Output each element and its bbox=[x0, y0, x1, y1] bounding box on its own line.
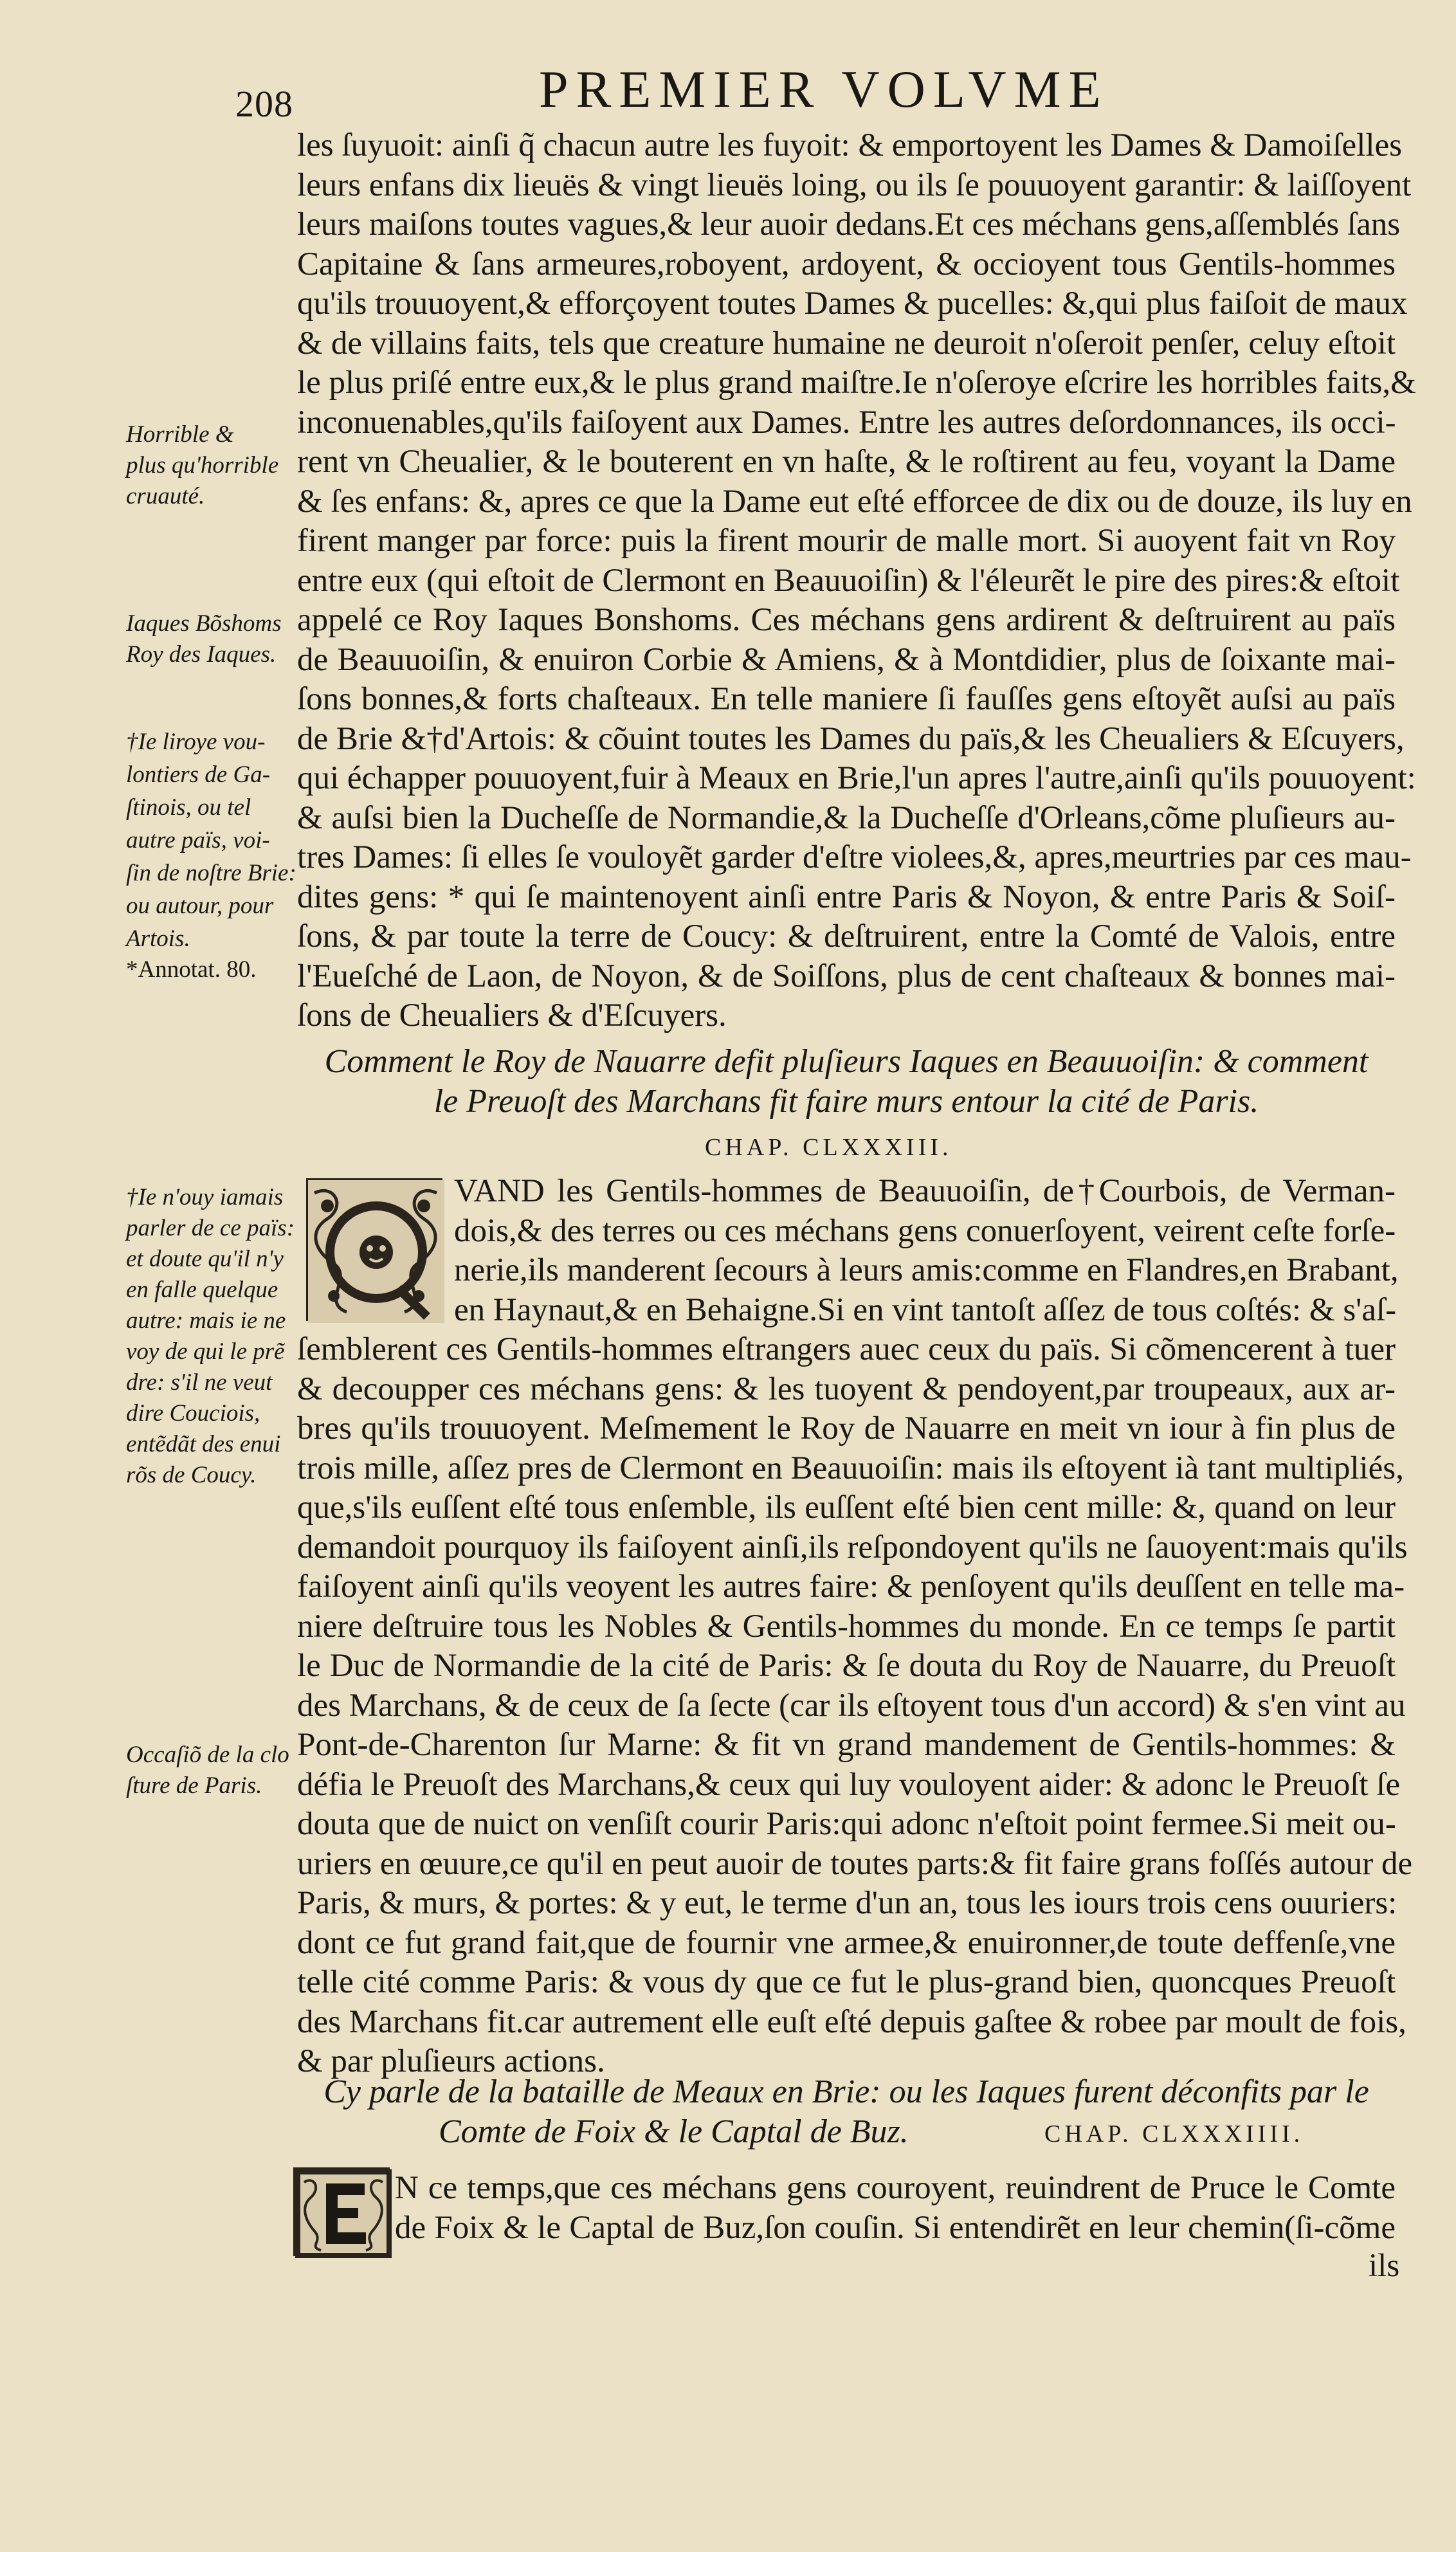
body-text-block-3 bbox=[395, 2169, 1396, 2248]
body-text-block-2-opening-line: nerie,ils manderent ſecours à leurs amis:comme en Flandres,en Brabant, bbox=[454, 1252, 1399, 1288]
margin-note-line: et doute qu'il n'y bbox=[126, 1246, 284, 1272]
margin-note-line: rõs de Coucy. bbox=[126, 1462, 257, 1488]
body-text-block-2-line: trois mille, aſſez pres de Clermont en Beauuoiſin: mais ils eſtoyent ià tant multipliés, bbox=[297, 1450, 1404, 1486]
margin-note-line: Artois. bbox=[126, 925, 190, 952]
body-text-block-2-line: des Marchans, & de ceux de ſa ſecte (car ils eſtoyent tous d'un accord) & s'en vint au bbox=[297, 1687, 1406, 1724]
margin-note-line: cruauté. bbox=[126, 483, 205, 509]
body-text-block-1-line: & ſes enfans: &, apres ce que la Dame eut eſté efforcee de dix ou de douze, ils luy en bbox=[297, 483, 1412, 520]
body-text-block-1-line: le plus priſé entre eux,& le plus grand maiſtre.Ie n'oſeroye eſcrire les horribles faits,& bbox=[297, 365, 1416, 401]
body-text-block-2-line: faiſoyent ainſi qu'ils veoyent les autres faire: & penſoyent qu'ils deuſſent en telle ma- bbox=[297, 1569, 1405, 1605]
running-title: PREMIER VOLVME bbox=[539, 60, 1109, 118]
body-text-block-1-line: les ſuyuoit: ainſi q̃ chacun autre les fuyoit: & emportoyent les Dames & Damoiſelles bbox=[297, 127, 1403, 163]
decorated-initial-e bbox=[293, 2167, 390, 2256]
margin-note-gastinois bbox=[126, 725, 300, 955]
body-text-block-1-line: firent manger par force: puis la firent mourir de malle mort. Si auoyent fait vn Roy bbox=[297, 523, 1396, 559]
body-text-block-2-line: Pont-de-Charenton ſur Marne: & fit vn grand mandement de Gentils-hommes: & bbox=[297, 1727, 1396, 1763]
body-text-block-2-line: le Duc de Normandie de la cité de Paris: & ſe douta du Roy de Nauarre, du Preuoſt bbox=[297, 1648, 1396, 1684]
body-text-block-1-line: ſons de Cheualiers & d'Eſcuyers. bbox=[297, 998, 727, 1034]
page-number: 208 bbox=[235, 83, 293, 125]
chapter-number-1: CHAP. CLXXXIII. bbox=[705, 1134, 952, 1161]
body-text-block-2-line: demandoit pourquoy ils faiſoyent ainſi,ils reſpondoyent qu'ils ne ſauoyent:mais qu'ils bbox=[297, 1529, 1408, 1565]
margin-note-line: plus qu'horrible bbox=[126, 452, 279, 479]
body-text-block-2-line: & decoupper ces méchans gens: & les tuoyent & pendoyent,par troupeaux, aux ar- bbox=[297, 1371, 1396, 1407]
body-text-block-1-line: ſons, & par toute la terre de Coucy: & deſtruirent, entre la Comté de Valois, entre bbox=[297, 918, 1396, 954]
body-text-block-1 bbox=[297, 126, 1416, 1036]
body-text-block-2-line: défia le Preuoſt des Marchans,& ceux qui luy vouloyent aider: & adonc le Preuoſt ſe bbox=[297, 1766, 1401, 1803]
body-text-block-2-line: douta que de nuict on venſiſt courir Paris:qui adonc n'eſtoit point fermee.Si meit ou- bbox=[297, 1806, 1396, 1842]
catchword: ils bbox=[1369, 2248, 1400, 2284]
chapter-heading-2-line-1: Cy parle de la bataille de Meaux en Brie: ou les Iaques furent déconfits par le bbox=[323, 2074, 1369, 2110]
body-text-block-2-opening-line: dois,& des terres ou ces méchans gens conuerſoyent, veirent ceſte forſe- bbox=[454, 1212, 1396, 1249]
margin-note-line: ſin de noſtre Brie: bbox=[126, 860, 296, 886]
margin-note-line: voy de qui le prẽ bbox=[126, 1338, 285, 1365]
body-text-block-2-opening bbox=[454, 1172, 1399, 1330]
body-text-block-1-line: leurs enfans dix lieuës & vingt lieuës loing, ou ils ſe pouuoyent garantir: & laiſſoyent bbox=[297, 167, 1412, 203]
body-text-block-1-line: leurs maiſons toutes vagues,& leur auoir dedans.Et ces méchans gens,aſſemblés ſans bbox=[297, 206, 1401, 242]
body-text-block-1-line: ſons bonnes,& forts chaſteaux. En telle maniere ſi fauſſes gens eſtoyẽt auſsi au païs bbox=[297, 681, 1396, 717]
body-text-block-2-line: des Marchans fit.car autrement elle euſt eſté depuis gaſtee & robee par moult de fois, bbox=[297, 2003, 1406, 2040]
margin-note-line: Horrible & bbox=[126, 421, 234, 448]
margin-note-line: dre: s'il ne veut bbox=[126, 1369, 273, 1396]
body-text-block-3-line: de Foix & le Captal de Buz,ſon couſin. Si entendirẽt en leur chemin(ſi-cõme bbox=[395, 2209, 1396, 2246]
margin-note-closure-paris bbox=[126, 1740, 300, 1801]
margin-note-couciois bbox=[126, 1182, 300, 1491]
body-text-block-2-line: ſemblerent ces Gentils-hommes eſtrangers auec ceux du païs. Si cõmencerent à tuer bbox=[297, 1331, 1396, 1367]
body-text-block-2-line: que,s'ils euſſent eſté tous enſemble, ils euſſent eſté bien cent mille: &, quand on leur bbox=[297, 1490, 1396, 1526]
margin-note-line: autre: mais ie ne bbox=[126, 1308, 286, 1334]
body-text-block-2 bbox=[297, 1330, 1413, 2082]
body-text-block-1-line: l'Eueſché de Laon, de Noyon, & de Soiſſons, plus de cent chaſteaux & bonnes mai- bbox=[297, 958, 1396, 994]
body-text-block-1-line: & de villains faits, tels que creature humaine ne deuroit n'oſeroit penſer, celuy eſtoit bbox=[297, 325, 1396, 361]
body-text-block-1-line: Capitaine & ſans armeures,roboyent, ardoyent, & occioyent tous Gentils-hommes bbox=[297, 246, 1396, 282]
chapter-number-2: CHAP. CLXXXIIII. bbox=[1044, 2120, 1304, 2147]
decorated-initial-q bbox=[306, 1178, 442, 1321]
margin-note-line: autre païs, voi- bbox=[126, 827, 270, 853]
margin-note-line: Roy des Iaques. bbox=[126, 641, 277, 668]
body-text-block-2-line: bres qu'ils trouuoyent. Meſmement le Roy de Nauarre en meit vn iour à fin plus de bbox=[297, 1410, 1396, 1446]
body-text-block-1-line: de Brie &†d'Artois: & cõuint toutes les Dames du païs,& les Cheualiers & Eſcuyers, bbox=[297, 720, 1405, 757]
body-text-block-2-line: Paris, & murs, & portes: & y eut, le terme d'un an, tous les iours trois cens ouuriers: bbox=[297, 1885, 1397, 1921]
chapter-heading-1 bbox=[297, 1042, 1396, 1122]
margin-note-line: ſtinois, ou tel bbox=[126, 794, 251, 821]
margin-note-line: Occaſiõ de la clo bbox=[126, 1742, 289, 1768]
body-text-block-2-opening-line: en Haynaut,& en Behaigne.Si en vint tantoſt aſſez de tous coſtés: & s'aſ- bbox=[454, 1291, 1397, 1328]
body-text-block-1-line: appelé ce Roy Iaques Bonshoms. Ces méchans gens ardirent & deſtruirent au païs bbox=[297, 602, 1396, 638]
body-text-block-1-line: de Beauuoiſin, & enuiron Corbie & Amiens, & à Montdidier, plus de ſoixante mai- bbox=[297, 641, 1396, 678]
body-text-block-2-line: niere deſtruire tous les Nobles & Gentils-hommes du monde. En ce temps ſe partit bbox=[297, 1608, 1396, 1645]
margin-note-line: entẽdãt des enui bbox=[126, 1431, 281, 1457]
body-text-block-1-line: inconuenables,qu'ils faiſoyent aux Dames. Entre les autres deſordonnances, ils occi- bbox=[297, 404, 1396, 441]
chapter-heading-line: le Preuoſt des Marchans fit faire murs entour la cité de Paris. bbox=[433, 1083, 1259, 1120]
body-text-block-3-line: N ce temps,que ces méchans gens couroyent, reuindrent de Pruce le Comte bbox=[395, 2170, 1396, 2206]
margin-note-line: parler de ce païs: bbox=[126, 1215, 295, 1241]
body-text-block-2-opening-line: VAND les Gentils-hommes de Beauuoiſin, de†Courbois, de Verman- bbox=[454, 1173, 1396, 1209]
initial-ornament-icon bbox=[295, 2169, 392, 2258]
body-text-block-2-line: dont ce fut grand fait,que de fournir vne armee,& enuironner,de toute deffenſe,vne bbox=[297, 1924, 1396, 1961]
body-text-block-1-line: & auſsi bien la Ducheſſe de Normandie,& la Ducheſſe d'Orleans,cõme pluſieurs au- bbox=[297, 799, 1396, 836]
body-text-block-2-line: & par pluſieurs actions. bbox=[297, 2043, 605, 2079]
margin-note-line: †Ie liroye vou- bbox=[126, 729, 266, 755]
margin-note-line: en falle quelque bbox=[126, 1277, 278, 1303]
margin-note-line: ou autour, pour bbox=[126, 893, 274, 919]
body-text-block-1-line: rent vn Cheualier, & le bouterent en vn haſte, & le roſtirent au feu, voyant la Dame bbox=[297, 444, 1396, 480]
body-text-block-1-line: tres Dames: ſi elles ſe vouloyẽt garder d'eſtre violees,&, apres,meurtries par ces mau- bbox=[297, 839, 1412, 875]
margin-note-line: Iaques Bõshoms bbox=[126, 610, 282, 637]
margin-note-line: dire Couciois, bbox=[126, 1400, 260, 1426]
margin-note-line: ſture de Paris. bbox=[126, 1773, 262, 1799]
margin-note-line: †Ie n'ouy iamais bbox=[126, 1184, 284, 1210]
body-text-block-2-line: telle cité comme Paris: & vous dy que ce fut le plus-grand bien, quoncques Preuoſt bbox=[297, 1964, 1396, 2000]
chapter-heading-2-line-2: Comte de Foix & le Captal de Buz. bbox=[439, 2113, 909, 2150]
body-text-block-1-line: qu'ils trouuoyent,& efforçoyent toutes Dames & pucelles: &,qui plus faiſoit de maux bbox=[297, 286, 1408, 322]
body-text-block-1-line: dites gens: * qui ſe maintenoyent ainſi entre Paris & Noyon, & entre Paris & Soiſ- bbox=[297, 879, 1396, 915]
body-text-block-2-line: uriers en œuure,ce qu'il en peut auoir de toutes parts:& fit faire grans foſſés autour de bbox=[297, 1845, 1413, 1882]
margin-note-horrible bbox=[126, 419, 300, 512]
margin-note-line: lontiers de Ga- bbox=[126, 761, 271, 788]
chapter-heading-line: Comment le Roy de Nauarre defit pluſieurs Iaques en Beauuoiſin: & comment bbox=[324, 1043, 1369, 1080]
body-text-block-1-line: qui échapper pouuoyent,fuir à Meaux en Brie,l'un apres l'autre,ainſi qu'ils pouuoyent: bbox=[297, 760, 1416, 796]
margin-note-iaques-bonshoms bbox=[126, 608, 300, 670]
body-text-block-1-line: entre eux (qui eſtoit de Clermont en Beauuoiſin) & l'éleurẽt le pire des pires:& eſtoit bbox=[297, 562, 1400, 599]
initial-ornament-icon bbox=[308, 1180, 444, 1323]
margin-note-annotation bbox=[126, 954, 300, 985]
annotation-reference: *Annotat. 80. bbox=[126, 956, 257, 983]
